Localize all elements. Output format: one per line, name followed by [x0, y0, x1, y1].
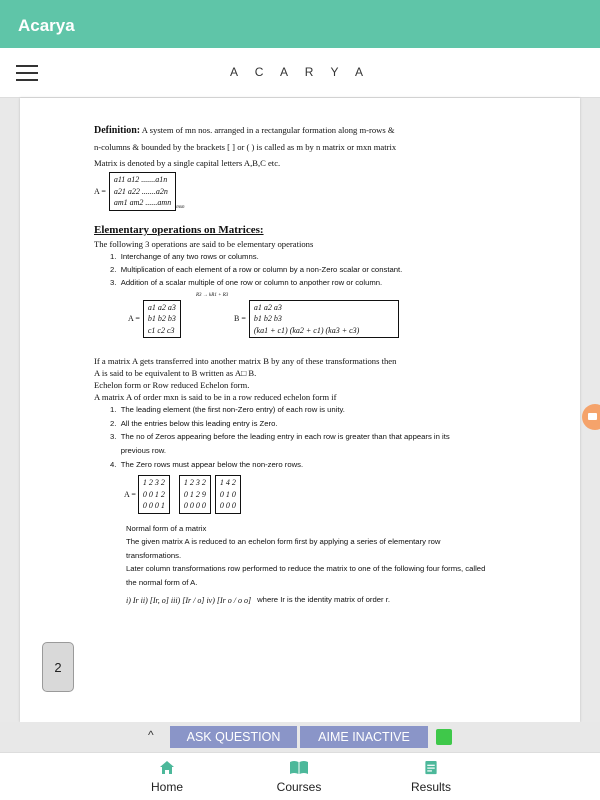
list-item: 2. All the entries below this leading entry is Zero.: [110, 418, 278, 428]
list-item: 1. Interchange of any two rows or columns.: [110, 252, 259, 262]
nav-results[interactable]: Results: [408, 757, 454, 794]
list-item: 2. Multiplication of each element of a row or column by a non-Zero scalar or constant.: [110, 265, 403, 275]
list-item: 3. Addition of a scalar multiple of one row or column to anpother row or column.: [110, 278, 383, 288]
matrix-a-general: A = a11 a12 .......a1n a21 a22 .......a2n am1 am2 ......amn $_{mxn}$: [94, 172, 185, 211]
video-camera-icon[interactable]: [582, 404, 600, 430]
echelon-line-2: A matrix A of order mxn is said to be in a row reduced echelon form if: [94, 391, 337, 402]
elementary-ops-intro: The following 3 operations are said to be elementary operations: [94, 239, 314, 250]
ask-question-button[interactable]: ASK QUESTION: [170, 726, 297, 748]
definition-line-2: n-columns & bounded by the brackets [ ] or ( ) is called as m by n matrix or mxn matrix: [94, 142, 397, 152]
echelon-example-2: 1 2 3 2 0 1 2 9 0 0 0 0: [179, 475, 211, 514]
list-item: 3. The no of Zeros appearing before the leading entry in each row is greater than that appears in its previous row.: [110, 432, 450, 456]
list-item: 4. The Zero rows must appear below the non-zero rows.: [110, 460, 304, 470]
book-icon: [289, 760, 309, 775]
home-icon: [159, 760, 175, 775]
equivalence-line-1: If a matrix A gets transferred into another matrix B by any of these transformations then: [94, 355, 397, 366]
matrix-transform-example: [94, 292, 514, 348]
matrix-b-example: B = a1 a2 a3 b1 b2 b3 (ka1 + c1) (ka2 + c1) (ka3 + c3): [234, 300, 399, 339]
brand-logo: A C A R Y A: [230, 65, 370, 79]
echelon-examples: A = 1 2 3 2 0 0 1 2 0 0 0 1 1 2 3 2 0 1 2 9 0 0 0 0 1 4 2 0 1 0 0 0 0: [124, 475, 514, 514]
nav-home[interactable]: Home: [148, 757, 186, 794]
aime-inactive-button[interactable]: AIME INACTIVE: [300, 726, 428, 748]
document-content: [94, 98, 514, 606]
elementary-ops-list: [110, 250, 514, 289]
echelon-example-1: 1 2 3 2 0 0 1 2 0 0 0 1: [138, 475, 170, 514]
definition-line-1: Definition: A system of mn nos. arranged in a rectangular formation along m-rows &: [94, 125, 395, 136]
normal-form-section: [126, 522, 486, 589]
matrix-a-example: A = a1 a2 a3 b1 b2 b3 c1 c2 c3: [128, 300, 181, 339]
row-operation-label: R3 → kR1 + R3: [196, 292, 229, 298]
document-page[interactable]: [20, 98, 580, 722]
header: [0, 48, 600, 98]
action-toolbar: [0, 722, 600, 752]
nav-courses[interactable]: Courses: [272, 757, 326, 794]
equivalence-line-2: A is said to be equivalent to B written as A□ B.: [94, 367, 257, 378]
page-number-badge[interactable]: 2: [42, 642, 74, 692]
normal-form-title: Normal form of a matrix: [126, 523, 207, 533]
normal-form-para-2: Later column transformations row performed to reduce the matrix to one of the following four forms, called the normal form of A.: [126, 564, 486, 587]
normal-forms-line: i) Ir ii) [Ir, o] iii) [Ir / o] iv) [Ir o / o o] where Ir is the identity matrix of order r.: [126, 595, 390, 606]
app-title-bar: [0, 0, 600, 48]
bottom-navigation: [0, 752, 600, 800]
echelon-example-3: 1 4 2 0 1 0 0 0 0: [215, 475, 241, 514]
normal-form-para-1: The given matrix A is reduced to an echelon form first by applying a series of elementary row transformations.: [126, 537, 441, 560]
document-icon: [424, 760, 438, 775]
elementary-ops-heading: Elementary operations on Matrices:: [94, 223, 264, 236]
status-indicator-icon[interactable]: [436, 729, 452, 745]
echelon-line-1: Echelon form or Row reduced Echelon form.: [94, 379, 250, 390]
definition-line-3: Matrix is denoted by a single capital letters A,B,C etc.: [94, 158, 281, 169]
echelon-conditions-list: [110, 403, 514, 472]
app-title: Acarya: [18, 16, 75, 35]
list-item: 1. The leading element (the first non-Zero entry) of each row is unity.: [110, 404, 345, 414]
chevron-up-icon[interactable]: ^: [148, 728, 154, 742]
